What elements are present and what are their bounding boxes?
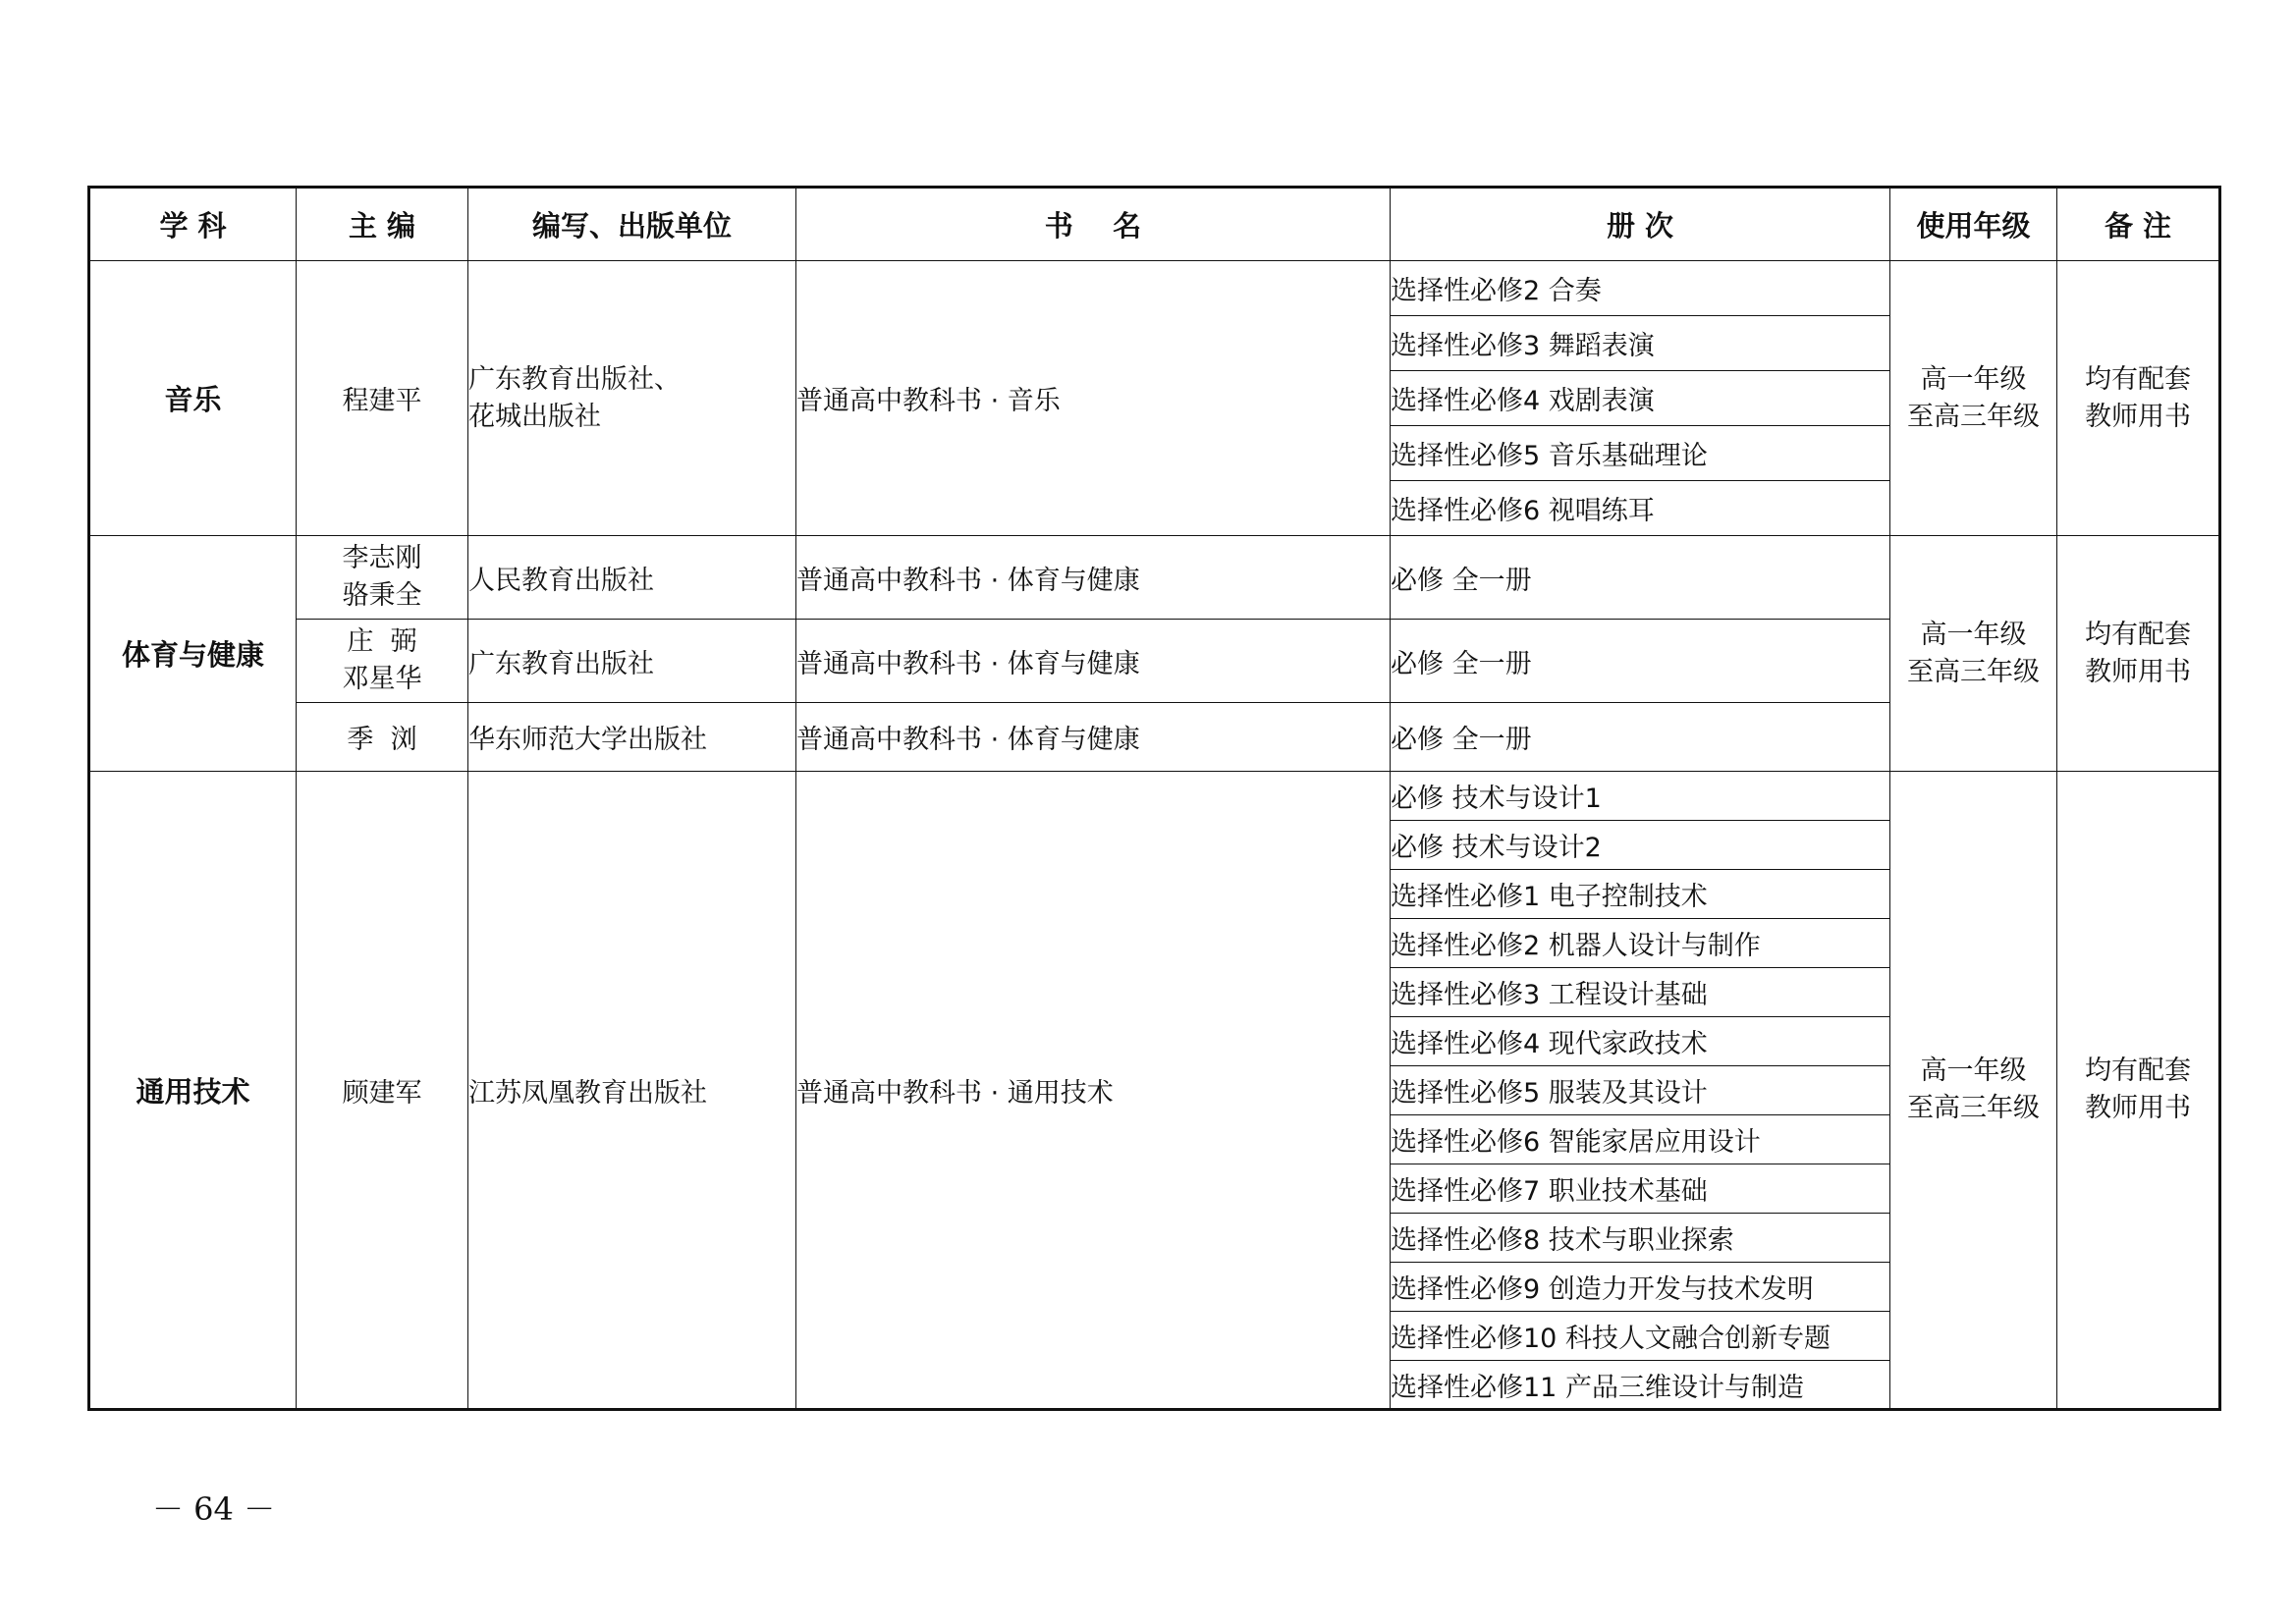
publisher-cell — [468, 261, 796, 536]
publisher-cell: 华东师范大学出版社 — [468, 703, 796, 772]
header-note: 备 注 — [2057, 188, 2220, 261]
volume-cell: 必修 全一册 — [1391, 620, 1890, 703]
note-cell — [2057, 261, 2220, 536]
book-cell: 普通高中教科书 · 体育与健康 — [796, 536, 1391, 620]
grade-line: 至高三年级 — [1907, 656, 2040, 687]
publisher-cell: 广东教育出版社 — [468, 620, 796, 703]
volume-cell: 必修 全一册 — [1391, 703, 1890, 772]
grade-line: 高一年级 — [1920, 1056, 2027, 1086]
editor-line: 庄 弼 — [347, 626, 417, 657]
editor-line: 李志刚 — [342, 543, 422, 573]
volume-cell: 选择性必修5 服装及其设计 — [1391, 1066, 1890, 1115]
note-line: 均有配套 — [2085, 619, 2191, 650]
volume-cell: 选择性必修6 视唱练耳 — [1391, 481, 1890, 536]
editor-cell — [297, 620, 468, 703]
page-number: － 64 － — [152, 1490, 276, 1528]
note-line: 教师用书 — [2085, 1093, 2191, 1123]
publisher-cell: 人民教育出版社 — [468, 536, 796, 620]
publisher-cell: 江苏凤凰教育出版社 — [468, 772, 796, 1410]
header-book: 书 名 — [796, 188, 1391, 261]
volume-cell: 选择性必修8 技术与职业探索 — [1391, 1214, 1890, 1263]
note-line: 均有配套 — [2085, 1056, 2191, 1086]
volume-cell: 选择性必修4 戏剧表演 — [1391, 371, 1890, 426]
note-cell — [2057, 536, 2220, 772]
volume-cell: 选择性必修2 合奏 — [1391, 261, 1890, 316]
volume-cell: 选择性必修10 科技人文融合创新专题 — [1391, 1312, 1890, 1361]
book-cell: 普通高中教科书 · 体育与健康 — [796, 703, 1391, 772]
volume-cell: 必修 技术与设计2 — [1391, 821, 1890, 870]
table-row — [89, 536, 2220, 620]
volume-cell: 选择性必修6 智能家居应用设计 — [1391, 1115, 1890, 1164]
header-publisher: 编写、出版单位 — [468, 188, 796, 261]
note-cell — [2057, 772, 2220, 1410]
grade-line: 至高三年级 — [1907, 401, 2040, 432]
editor-line: 骆秉全 — [342, 580, 422, 611]
header-volume: 册 次 — [1391, 188, 1890, 261]
volume-cell: 选择性必修4 现代家政技术 — [1391, 1017, 1890, 1066]
volume-cell: 选择性必修7 职业技术基础 — [1391, 1164, 1890, 1214]
header-grade: 使用年级 — [1890, 188, 2057, 261]
subject-cell: 音乐 — [89, 261, 297, 536]
table-row — [89, 772, 2220, 821]
grade-cell — [1890, 261, 2057, 536]
header-editor: 主 编 — [297, 188, 468, 261]
publisher-line: 花城出版社 — [468, 401, 601, 432]
book-cell: 普通高中教科书 · 体育与健康 — [796, 620, 1391, 703]
volume-cell: 选择性必修3 舞蹈表演 — [1391, 316, 1890, 371]
publisher-line: 广东教育出版社、 — [468, 363, 681, 395]
volume-cell: 选择性必修2 机器人设计与制作 — [1391, 919, 1890, 968]
volume-cell: 选择性必修1 电子控制技术 — [1391, 870, 1890, 919]
grade-cell — [1890, 536, 2057, 772]
subject-cell: 通用技术 — [89, 772, 297, 1410]
subject-cell: 体育与健康 — [89, 536, 297, 772]
editor-cell: 顾建军 — [297, 772, 468, 1410]
editor-cell — [297, 536, 468, 620]
grade-line: 高一年级 — [1920, 619, 2027, 650]
volume-cell: 选择性必修5 音乐基础理论 — [1391, 426, 1890, 481]
volume-cell: 必修 技术与设计1 — [1391, 772, 1890, 821]
book-cell: 普通高中教科书 · 通用技术 — [796, 772, 1391, 1410]
book-cell: 普通高中教科书 · 音乐 — [796, 261, 1391, 536]
volume-cell: 选择性必修3 工程设计基础 — [1391, 968, 1890, 1017]
grade-cell — [1890, 772, 2057, 1410]
header-subject: 学 科 — [89, 188, 297, 261]
note-line: 教师用书 — [2085, 401, 2191, 432]
table-row — [89, 261, 2220, 316]
textbook-table — [87, 186, 2221, 1411]
note-line: 均有配套 — [2085, 363, 2191, 395]
volume-cell: 选择性必修11 产品三维设计与制造 — [1391, 1361, 1890, 1410]
editor-line: 邓星华 — [342, 664, 422, 694]
volume-cell: 选择性必修9 创造力开发与技术发明 — [1391, 1263, 1890, 1312]
volume-cell: 必修 全一册 — [1391, 536, 1890, 620]
note-line: 教师用书 — [2085, 656, 2191, 687]
header-row — [89, 188, 2220, 261]
editor-cell: 季 浏 — [297, 703, 468, 772]
grade-line: 至高三年级 — [1907, 1093, 2040, 1123]
grade-line: 高一年级 — [1920, 363, 2027, 395]
editor-cell: 程建平 — [297, 261, 468, 536]
